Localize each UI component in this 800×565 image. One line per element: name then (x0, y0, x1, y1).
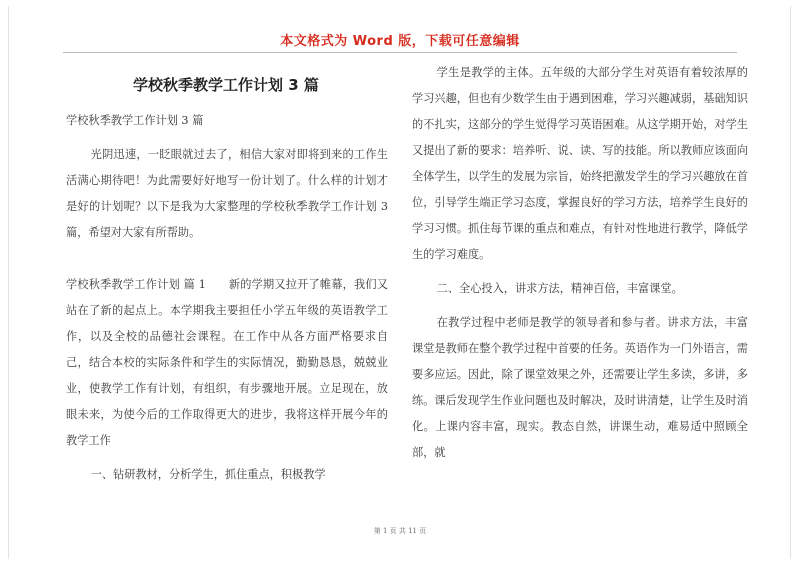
header-rule (63, 52, 737, 53)
subtitle: 学校秋季教学工作计划 3 篇 (66, 114, 204, 127)
heading-2: 二、全心投入，讲求方法，精神百倍，丰富课堂。 (436, 282, 683, 295)
right-paragraph-2: 在教学过程中老师是教学的领导者和参与者。讲求方法，丰富课堂是教师在整个教学过程中首要的任务。英语作为一门外语言，需要多应运。因此，除了课堂效果之外，还需要让学生多读，多讲，多练。课后发现学生作业问题也及时解决，及时讲清楚，让学生及时消化。上课内容丰富，现实。教态自然，讲课生动，难易适中照顾全部，就 (412, 316, 748, 459)
section1-paragraph: 学校秋季教学工作计划 篇 1 新的学期又拉开了帷幕，我们又站在了新的起点上。本学期我主要担任小学五年级的英语教学工作，以及全校的品德社会课程。在工作中从各方面严格要求自己，结合本校的实际条件和学生的实际情况，勤勤恳恳，兢兢业业，使教学工作有计划，有组织，有步骤地开展。立足现在，放眼未来，为使今后的工作取得更大的进步，我将这样开展今年的教学工作 (66, 278, 388, 447)
heading-1: 一、钻研教材，分析学生，抓住重点，积极教学 (90, 468, 326, 481)
right-paragraph-1: 学生是教学的主体。五年级的大部分学生对英语有着较浓厚的学习兴趣，但也有少数学生由于遇到困难，学习兴趣减弱，基础知识的不扎实，这部分的学生觉得学习英语困难。从这学期开始，对学生又提出了新的要求：培养听、说、读、写的技能。所以教师应该面向全体学生，以学生的发展为宗旨，始终把激发学生的学习兴趣放在首位，引导学生端正学习态度，掌握良好的学习方法，培养学生良好的学习习惯。抓住每节课的重点和难点，有针对性地进行教学，降低学生的学习难度。 (412, 66, 748, 261)
left-column (66, 108, 388, 488)
right-column (412, 60, 748, 466)
document-title: 学校秋季教学工作计划 3 篇 (133, 76, 319, 94)
page-footer: 第 1 页 共 11 页 (373, 527, 427, 535)
word-format-banner: 本文格式为 Word 版，下载可任意编辑 (280, 34, 520, 49)
intro-paragraph: 光阴迅速，一眨眼就过去了，相信大家对即将到来的工作生活满心期待吧！为此需要好好地写一份计划了。什么样的计划才是好的计划呢？以下是我为大家整理的学校秋季教学工作计划 3 篇，希望对大家有所帮助。 (66, 148, 388, 239)
